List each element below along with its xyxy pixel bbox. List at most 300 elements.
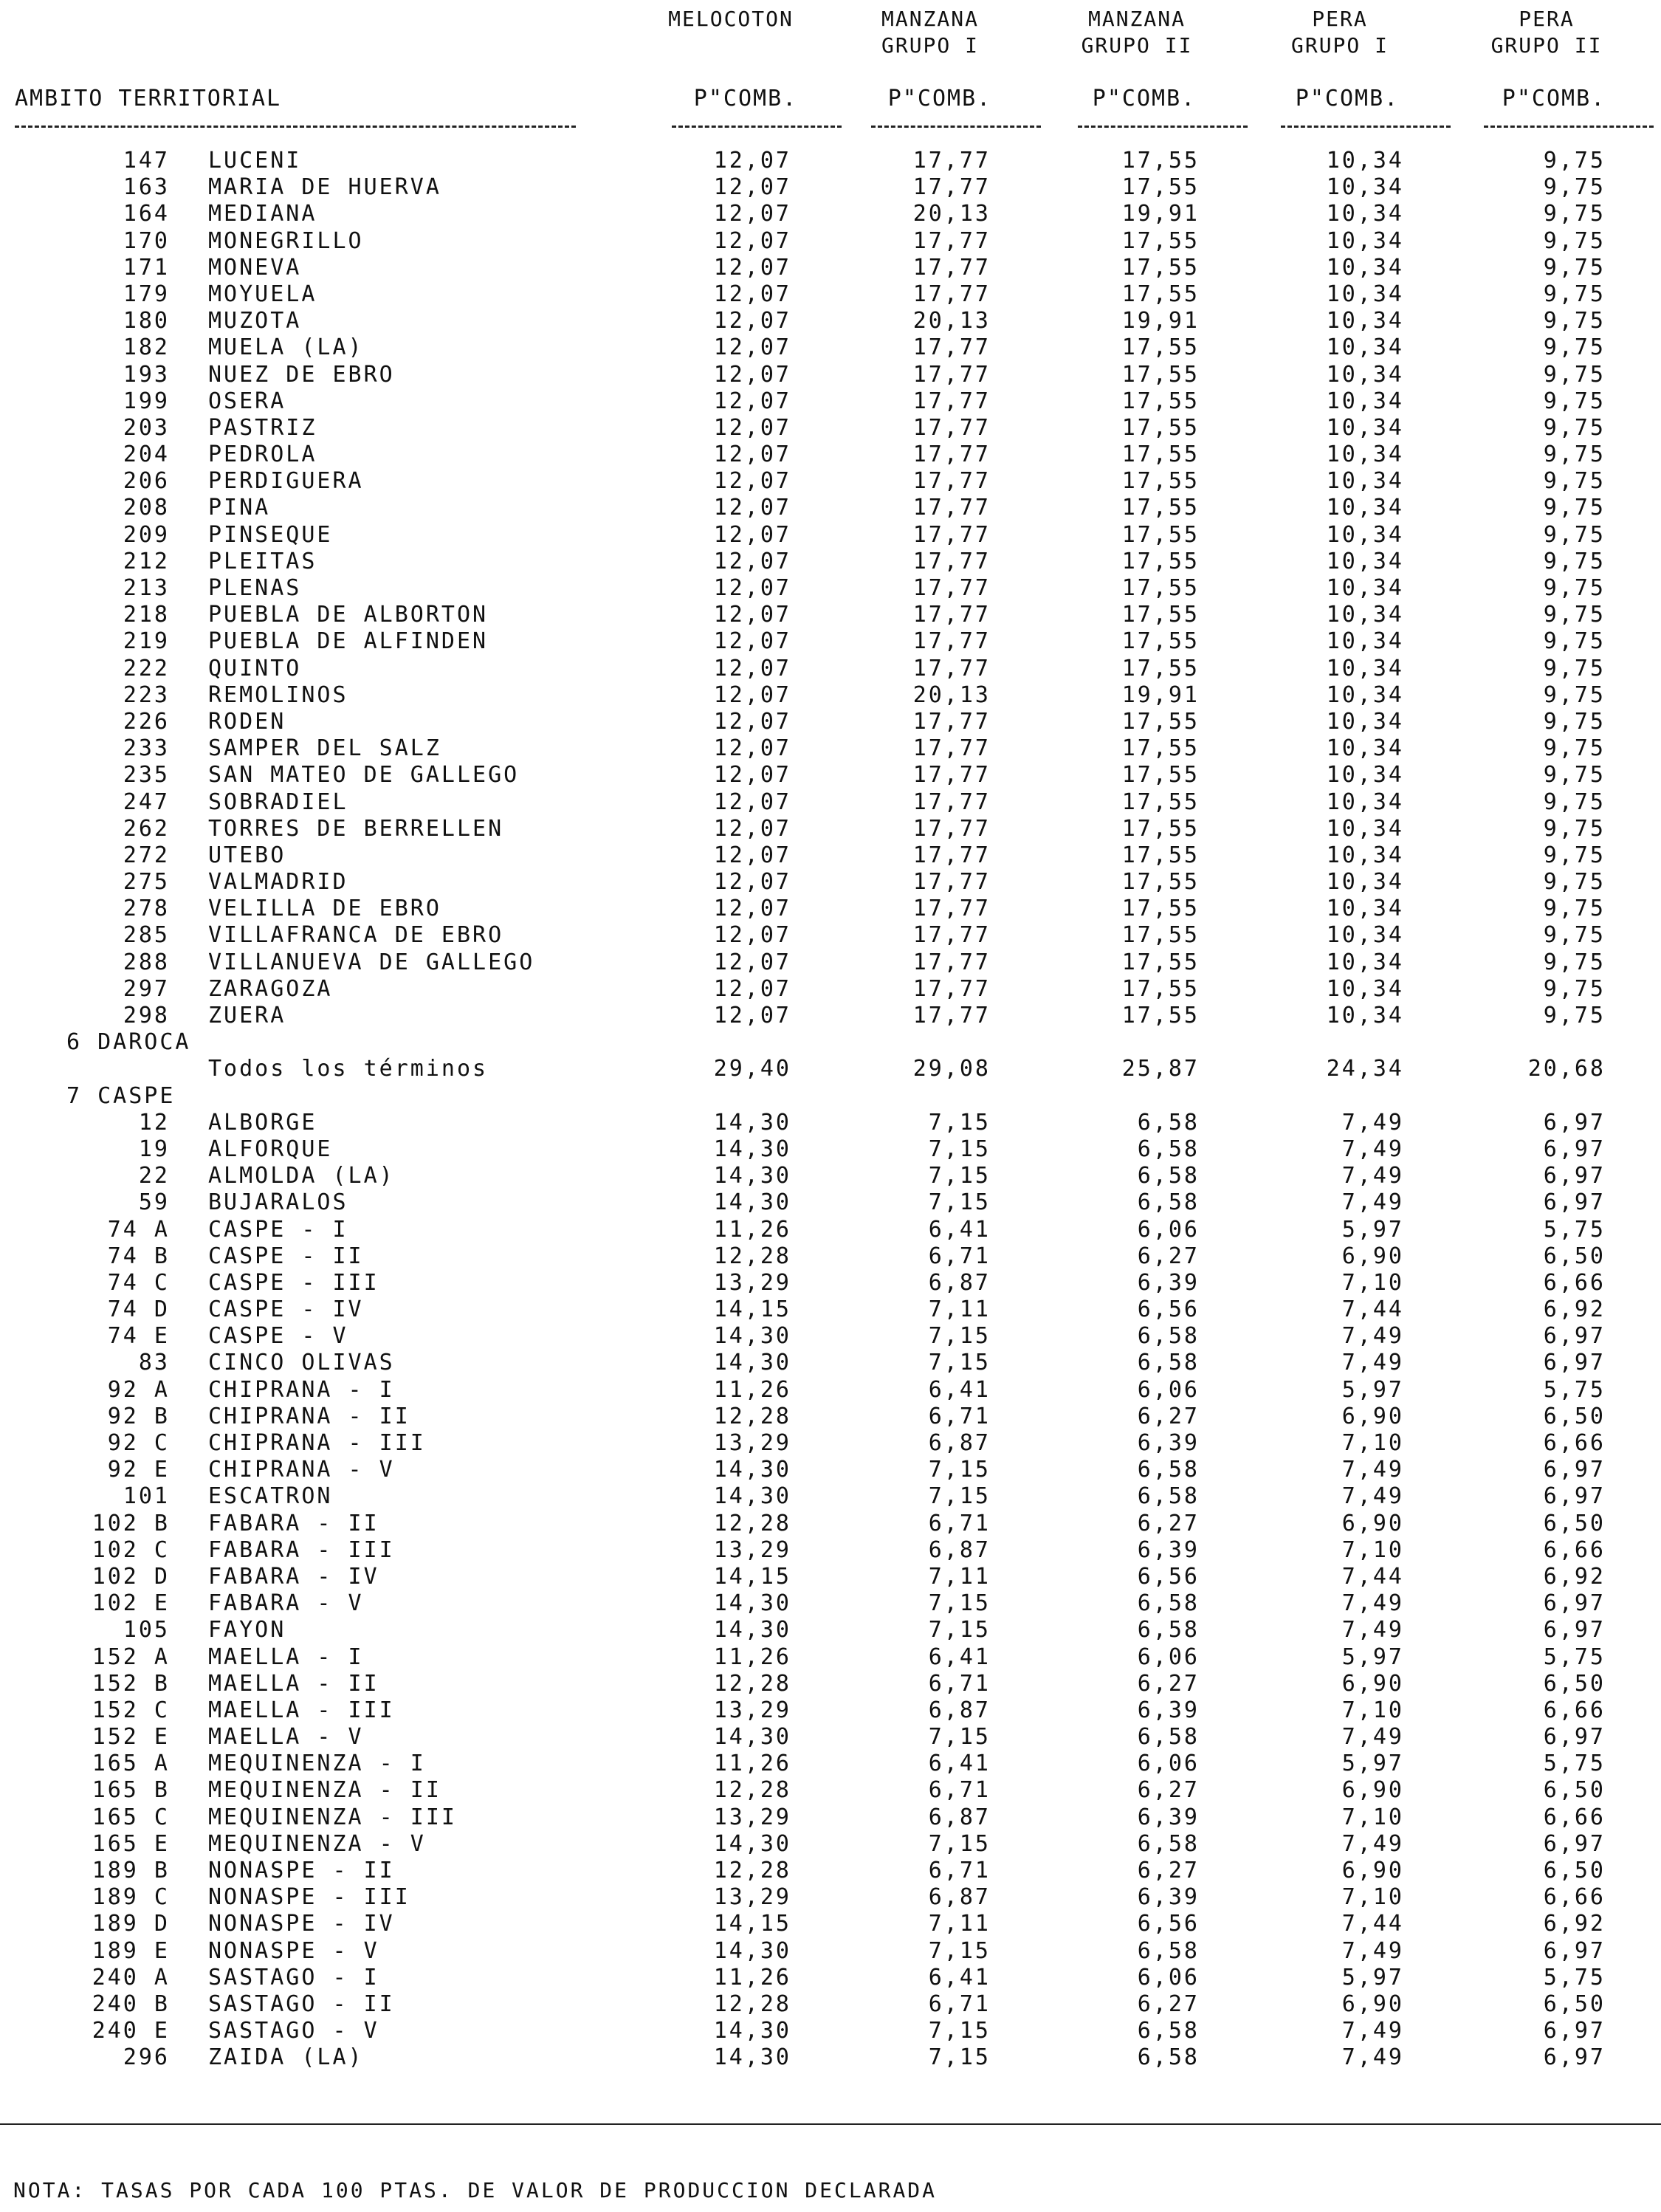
rate-value: 6,58 — [1137, 1724, 1200, 1751]
rate-value: 6,50 — [1543, 1403, 1606, 1429]
municipality-code: 105 — [123, 1617, 170, 1643]
group-heading — [0, 1029, 1661, 1056]
table-row — [0, 1590, 1661, 1617]
municipality-name: NONASPE - III — [208, 1884, 410, 1911]
table-row — [0, 415, 1661, 442]
municipality-name: SASTAGO - I — [208, 1964, 379, 1991]
rate-value: 17,77 — [912, 281, 991, 307]
municipality-code: 193 — [123, 361, 170, 388]
table-row — [0, 522, 1661, 549]
rate-value: 10,34 — [1326, 815, 1404, 842]
municipality-name: PASTRIZ — [208, 414, 317, 441]
table-row — [0, 1189, 1661, 1216]
municipality-name: FABARA - III — [208, 1536, 395, 1563]
rate-value: 14,30 — [713, 1350, 791, 1376]
municipality-name: SOBRADIEL — [208, 789, 348, 815]
municipality-code: 240 A — [92, 1964, 170, 1991]
rate-value: 9,75 — [1543, 281, 1606, 307]
rate-value: 10,34 — [1326, 575, 1404, 601]
table-row — [0, 2018, 1661, 2044]
municipality-name: MONEGRILLO — [208, 227, 364, 254]
rate-value: 17,55 — [1121, 949, 1200, 975]
municipality-name: CASPE - III — [208, 1269, 379, 1296]
header-underline — [1281, 126, 1451, 128]
rate-value: 10,34 — [1326, 681, 1404, 708]
rate-value: 9,75 — [1543, 815, 1606, 842]
rate-value: 6,27 — [1137, 1991, 1200, 2017]
rate-value: 12,07 — [713, 334, 791, 361]
municipality-code: 272 — [123, 842, 170, 868]
municipality-code: 278 — [123, 896, 170, 922]
rate-value: 13,29 — [713, 1536, 791, 1563]
rate-value: 6,97 — [1543, 1189, 1606, 1216]
municipality-code: 74 D — [107, 1296, 170, 1323]
municipality-code: 199 — [123, 388, 170, 414]
municipality-code: 189 C — [92, 1884, 170, 1911]
table-row — [0, 549, 1661, 575]
table-row — [0, 869, 1661, 896]
municipality-name: CASPE - II — [208, 1243, 364, 1269]
rate-value: 5,75 — [1543, 1216, 1606, 1243]
rate-value: 7,44 — [1341, 1296, 1404, 1323]
municipality-name: SAN MATEO DE GALLEGO — [208, 762, 520, 789]
rate-value: 6,58 — [1137, 1163, 1200, 1189]
rate-value: 5,97 — [1341, 1643, 1404, 1670]
rate-value: 17,77 — [912, 442, 991, 468]
municipality-name: FABARA - II — [208, 1510, 379, 1536]
rate-value: 7,44 — [1341, 1911, 1404, 1937]
municipality-name: MAELLA - V — [208, 1724, 364, 1751]
rate-value: 7,11 — [928, 1563, 991, 1590]
pcomb-label: P"COMB. — [1502, 86, 1606, 111]
table-row — [0, 1270, 1661, 1296]
rate-value: 10,34 — [1326, 708, 1404, 735]
rate-value: 17,77 — [912, 922, 991, 949]
municipality-name: SASTAGO - II — [208, 1991, 395, 2017]
rate-value: 9,75 — [1543, 681, 1606, 708]
municipality-name: RODEN — [208, 708, 286, 735]
rate-value: 6,39 — [1137, 1697, 1200, 1723]
rate-value: 7,49 — [1341, 2018, 1404, 2044]
rate-value: 6,87 — [928, 1430, 991, 1456]
rate-value: 14,30 — [713, 2044, 791, 2071]
rate-value: 6,90 — [1341, 1858, 1404, 1883]
rate-value: 6,06 — [1137, 1376, 1200, 1403]
rate-value: 14,30 — [713, 1617, 791, 1643]
municipality-code: 180 — [123, 308, 170, 334]
municipality-code: 102 D — [92, 1563, 170, 1590]
rate-value: 12,07 — [713, 174, 791, 201]
column-header-pera-grupo-i — [1259, 6, 1421, 59]
municipality-code: 296 — [123, 2044, 170, 2071]
table-row — [0, 762, 1661, 789]
rate-value: 12,07 — [713, 148, 791, 174]
header-underline — [1484, 126, 1654, 128]
column-header-melocoton — [650, 6, 812, 32]
table-row — [0, 656, 1661, 682]
municipality-code: 165 E — [92, 1830, 170, 1857]
rate-value: 6,27 — [1137, 1777, 1200, 1804]
municipality-code: 189 D — [92, 1911, 170, 1937]
rate-value: 6,50 — [1543, 1243, 1606, 1269]
municipality-name: CHIPRANA - III — [208, 1430, 426, 1456]
rate-value: 6,97 — [1543, 1724, 1606, 1751]
rate-value: 14,30 — [713, 1830, 791, 1857]
rate-value: 5,97 — [1341, 1964, 1404, 1991]
rate-value: 6,66 — [1543, 1804, 1606, 1830]
municipality-name: VILLAFRANCA DE EBRO — [208, 922, 504, 949]
rate-value: 10,34 — [1326, 414, 1404, 441]
rate-value: 9,75 — [1543, 521, 1606, 548]
rate-value: 17,77 — [912, 495, 991, 521]
rate-value: 9,75 — [1543, 922, 1606, 949]
rate-value: 10,34 — [1326, 442, 1404, 468]
municipality-name: ZARAGOZA — [208, 975, 333, 1002]
table-row — [0, 2044, 1661, 2071]
table-row — [0, 922, 1661, 949]
municipality-name: TORRES DE BERRELLEN — [208, 815, 504, 842]
rate-value: 6,58 — [1137, 1457, 1200, 1483]
rate-value: 17,55 — [1121, 789, 1200, 815]
table-row — [0, 1217, 1661, 1243]
municipality-name: Todos los términos — [208, 1056, 489, 1082]
rate-value: 6,97 — [1543, 1937, 1606, 1964]
rate-value: 14,30 — [713, 1136, 791, 1162]
rate-value: 17,55 — [1121, 388, 1200, 414]
column-header-line2: GRUPO II — [1081, 33, 1193, 58]
municipality-name: CINCO OLIVAS — [208, 1350, 395, 1376]
rate-value: 17,55 — [1121, 414, 1200, 441]
rate-value: 17,55 — [1121, 227, 1200, 254]
rate-value: 6,41 — [928, 1643, 991, 1670]
municipality-name: PINSEQUE — [208, 521, 333, 548]
rate-value: 14,15 — [713, 1296, 791, 1323]
rate-value: 10,34 — [1326, 227, 1404, 254]
rate-value: 7,49 — [1341, 1457, 1404, 1483]
municipality-name: MAELLA - I — [208, 1643, 364, 1670]
group-heading — [0, 1083, 1661, 1110]
rate-value: 10,34 — [1326, 548, 1404, 574]
rate-value: 11,26 — [713, 1964, 791, 1991]
rate-value: 6,06 — [1137, 1751, 1200, 1777]
rate-value: 10,34 — [1326, 896, 1404, 922]
rate-value: 17,55 — [1121, 334, 1200, 361]
rate-value: 5,97 — [1341, 1751, 1404, 1777]
table-row — [0, 682, 1661, 709]
rate-value: 12,07 — [713, 521, 791, 548]
rate-value: 12,07 — [713, 602, 791, 628]
rate-value: 17,77 — [912, 227, 991, 254]
rate-value: 10,34 — [1326, 281, 1404, 307]
rate-value: 12,07 — [713, 495, 791, 521]
rate-value: 11,26 — [713, 1216, 791, 1243]
rate-value: 6,56 — [1137, 1563, 1200, 1590]
rate-value: 6,27 — [1137, 1243, 1200, 1269]
rate-value: 6,66 — [1543, 1269, 1606, 1296]
rate-value: 9,75 — [1543, 495, 1606, 521]
rate-value: 17,55 — [1121, 975, 1200, 1002]
municipality-name: ALBORGE — [208, 1109, 317, 1136]
rate-value: 6,92 — [1543, 1911, 1606, 1937]
rate-value: 19,91 — [1121, 681, 1200, 708]
rate-value: 7,11 — [928, 1911, 991, 1937]
rate-value: 7,15 — [928, 1323, 991, 1350]
column-header-line1: MELOCOTON — [668, 7, 794, 31]
table-row — [0, 1110, 1661, 1136]
rate-value: 6,39 — [1137, 1269, 1200, 1296]
table-row — [0, 1136, 1661, 1163]
table-row — [0, 1724, 1661, 1751]
rate-value: 6,92 — [1543, 1296, 1606, 1323]
rate-value: 7,15 — [928, 2044, 991, 2071]
rate-value: 7,49 — [1341, 2044, 1404, 2071]
rate-value: 12,07 — [713, 1003, 791, 1028]
rate-value: 17,55 — [1121, 922, 1200, 949]
pcomb-label: P"COMB. — [887, 86, 992, 111]
rate-value: 9,75 — [1543, 174, 1606, 201]
rate-value: 17,77 — [912, 869, 991, 896]
table-row — [0, 174, 1661, 201]
municipality-code: 165 C — [92, 1804, 170, 1830]
municipality-name: MEQUINENZA - I — [208, 1751, 426, 1777]
municipality-code: 152 B — [92, 1670, 170, 1697]
rate-value: 14,15 — [713, 1563, 791, 1590]
municipality-name: BUJARALOS — [208, 1189, 348, 1216]
municipality-code: 102 B — [92, 1510, 170, 1536]
rate-value: 6,50 — [1543, 1670, 1606, 1697]
group-label: 7 CASPE — [66, 1082, 176, 1109]
municipality-code: 203 — [123, 414, 170, 441]
rate-value: 17,77 — [912, 334, 991, 361]
rate-value: 6,56 — [1137, 1911, 1200, 1937]
municipality-name: MARIA DE HUERVA — [208, 174, 441, 201]
rate-value: 7,49 — [1341, 1136, 1404, 1162]
rate-value: 7,49 — [1341, 1163, 1404, 1189]
table-row — [0, 575, 1661, 602]
rate-value: 17,55 — [1121, 361, 1200, 388]
rate-value: 17,77 — [912, 254, 991, 281]
municipality-name: MONEVA — [208, 254, 302, 281]
rate-value: 7,15 — [928, 1189, 991, 1216]
rate-value: 7,10 — [1341, 1884, 1404, 1911]
municipality-code: 101 — [123, 1483, 170, 1510]
municipality-name: SASTAGO - V — [208, 2018, 379, 2044]
municipality-name: FABARA - IV — [208, 1563, 379, 1590]
header-underline — [1078, 126, 1248, 128]
group-label: 6 DAROCA — [66, 1029, 191, 1056]
rate-value: 5,97 — [1341, 1376, 1404, 1403]
municipality-name: NONASPE - IV — [208, 1911, 395, 1937]
table-row — [0, 816, 1661, 842]
table-row — [0, 949, 1661, 976]
table-row — [0, 1003, 1661, 1029]
rate-value: 5,75 — [1543, 1751, 1606, 1777]
municipality-code: 152 E — [92, 1724, 170, 1751]
rate-value: 6,71 — [928, 1403, 991, 1429]
municipality-code: 240 B — [92, 1991, 170, 2017]
table-row — [0, 709, 1661, 735]
table-row — [0, 334, 1661, 361]
municipality-name: FABARA - V — [208, 1590, 364, 1617]
rate-value: 12,07 — [713, 388, 791, 414]
municipality-name: MEQUINENZA - V — [208, 1830, 426, 1857]
rate-value: 9,75 — [1543, 361, 1606, 388]
rate-value: 9,75 — [1543, 869, 1606, 896]
rate-value: 6,90 — [1341, 1243, 1404, 1269]
municipality-code: 59 — [138, 1189, 170, 1216]
municipality-code: 206 — [123, 468, 170, 495]
municipality-code: 74 B — [107, 1243, 170, 1269]
rate-value: 10,34 — [1326, 148, 1404, 174]
municipality-name: NUEZ DE EBRO — [208, 361, 395, 388]
rate-value: 14,15 — [713, 1911, 791, 1937]
rate-value: 6,66 — [1543, 1536, 1606, 1563]
municipality-name: ESCATRON — [208, 1483, 333, 1510]
rate-value: 17,77 — [912, 842, 991, 868]
municipality-name: CHIPRANA - II — [208, 1403, 410, 1429]
rate-value: 6,56 — [1137, 1296, 1200, 1323]
rate-value: 7,49 — [1341, 1937, 1404, 1964]
rate-value: 14,30 — [713, 1323, 791, 1350]
rate-value: 9,75 — [1543, 468, 1606, 495]
rate-value: 10,34 — [1326, 495, 1404, 521]
rate-value: 17,55 — [1121, 896, 1200, 922]
rate-value: 10,34 — [1326, 735, 1404, 762]
municipality-code: 19 — [138, 1136, 170, 1162]
rate-value: 6,50 — [1543, 1991, 1606, 2017]
table-row — [0, 1777, 1661, 1804]
table-row — [0, 1697, 1661, 1724]
rate-value: 6,87 — [928, 1269, 991, 1296]
rate-value: 13,29 — [713, 1430, 791, 1456]
rate-value: 9,75 — [1543, 334, 1606, 361]
rate-value: 25,87 — [1121, 1056, 1200, 1082]
rate-value: 9,75 — [1543, 628, 1606, 655]
pcomb-label: P"COMB. — [1295, 86, 1400, 111]
rate-value: 6,66 — [1543, 1884, 1606, 1911]
rate-value: 10,34 — [1326, 975, 1404, 1002]
footer-rule — [0, 2123, 1661, 2125]
municipality-name: PUEBLA DE ALFINDEN — [208, 628, 489, 655]
municipality-name: PEDROLA — [208, 442, 317, 468]
rate-value: 17,77 — [912, 361, 991, 388]
rate-value: 12,28 — [713, 1777, 791, 1804]
municipality-name: CASPE - I — [208, 1216, 348, 1243]
rate-value: 6,97 — [1543, 1109, 1606, 1136]
municipality-code: 219 — [123, 628, 170, 655]
rate-value: 9,75 — [1543, 735, 1606, 762]
rate-value: 6,58 — [1137, 1189, 1200, 1216]
municipality-code: 92 A — [107, 1376, 170, 1403]
rate-value: 9,75 — [1543, 842, 1606, 868]
rate-value: 6,27 — [1137, 1858, 1200, 1883]
rate-value: 6,58 — [1137, 2044, 1200, 2071]
rate-value: 6,41 — [928, 1751, 991, 1777]
header-underline — [672, 126, 842, 128]
rate-value: 9,75 — [1543, 254, 1606, 281]
table-row — [0, 281, 1661, 308]
rate-value: 17,77 — [912, 602, 991, 628]
rate-value: 17,55 — [1121, 548, 1200, 574]
rate-value: 24,34 — [1326, 1056, 1404, 1082]
rate-value: 6,97 — [1543, 1136, 1606, 1162]
column-header-manzana-grupo-ii — [1056, 6, 1218, 59]
rate-value: 7,15 — [928, 1830, 991, 1857]
table-row — [0, 789, 1661, 816]
rate-value: 12,07 — [713, 762, 791, 789]
table-row — [0, 896, 1661, 922]
rate-value: 6,87 — [928, 1884, 991, 1911]
municipality-code: 22 — [138, 1163, 170, 1189]
rate-value: 14,30 — [713, 1457, 791, 1483]
rate-value: 6,58 — [1137, 1350, 1200, 1376]
rate-value: 10,34 — [1326, 842, 1404, 868]
rate-value: 20,13 — [912, 201, 991, 227]
rate-value: 6,71 — [928, 1777, 991, 1804]
rate-value: 9,75 — [1543, 949, 1606, 975]
municipality-code: 164 — [123, 201, 170, 227]
rate-value: 6,39 — [1137, 1884, 1200, 1911]
rate-value: 14,30 — [713, 1163, 791, 1189]
rate-value: 10,34 — [1326, 254, 1404, 281]
municipality-code: 189 B — [92, 1858, 170, 1883]
rate-value: 17,55 — [1121, 254, 1200, 281]
municipality-code: 297 — [123, 975, 170, 1002]
rate-value: 17,77 — [912, 815, 991, 842]
rate-value: 17,77 — [912, 949, 991, 975]
rate-value: 6,87 — [928, 1536, 991, 1563]
rate-value: 17,77 — [912, 521, 991, 548]
rate-value: 14,30 — [713, 1937, 791, 1964]
rate-value: 7,49 — [1341, 1830, 1404, 1857]
rate-value: 10,34 — [1326, 334, 1404, 361]
municipality-code: 147 — [123, 148, 170, 174]
rate-value: 6,97 — [1543, 2018, 1606, 2044]
municipality-name: CASPE - V — [208, 1323, 348, 1350]
rate-value: 19,91 — [1121, 308, 1200, 334]
rate-value: 6,97 — [1543, 1457, 1606, 1483]
rate-value: 13,29 — [713, 1884, 791, 1911]
rate-value: 17,77 — [912, 174, 991, 201]
table-row — [0, 628, 1661, 655]
rate-value: 12,07 — [713, 708, 791, 735]
rate-value: 17,77 — [912, 762, 991, 789]
rate-value: 7,15 — [928, 1724, 991, 1751]
municipality-code: 74 E — [107, 1323, 170, 1350]
rate-value: 17,77 — [912, 468, 991, 495]
rate-value: 7,15 — [928, 1109, 991, 1136]
municipality-code: 74 C — [107, 1269, 170, 1296]
municipality-code: 171 — [123, 254, 170, 281]
table-row — [0, 1938, 1661, 1965]
rate-value: 6,50 — [1543, 1510, 1606, 1536]
municipality-name: CASPE - IV — [208, 1296, 364, 1323]
municipality-name: VALMADRID — [208, 869, 348, 896]
municipality-code: 102 E — [92, 1590, 170, 1617]
rate-value: 12,07 — [713, 442, 791, 468]
rate-value: 6,58 — [1137, 1136, 1200, 1162]
municipality-code: 233 — [123, 735, 170, 762]
municipality-code: 288 — [123, 949, 170, 975]
rate-value: 17,77 — [912, 414, 991, 441]
rate-value: 13,29 — [713, 1269, 791, 1296]
municipality-name: LUCENI — [208, 148, 302, 174]
rate-value: 17,77 — [912, 655, 991, 681]
rate-value: 12,07 — [713, 548, 791, 574]
rate-value: 12,28 — [713, 1510, 791, 1536]
table-row — [0, 201, 1661, 227]
municipality-code: 218 — [123, 602, 170, 628]
